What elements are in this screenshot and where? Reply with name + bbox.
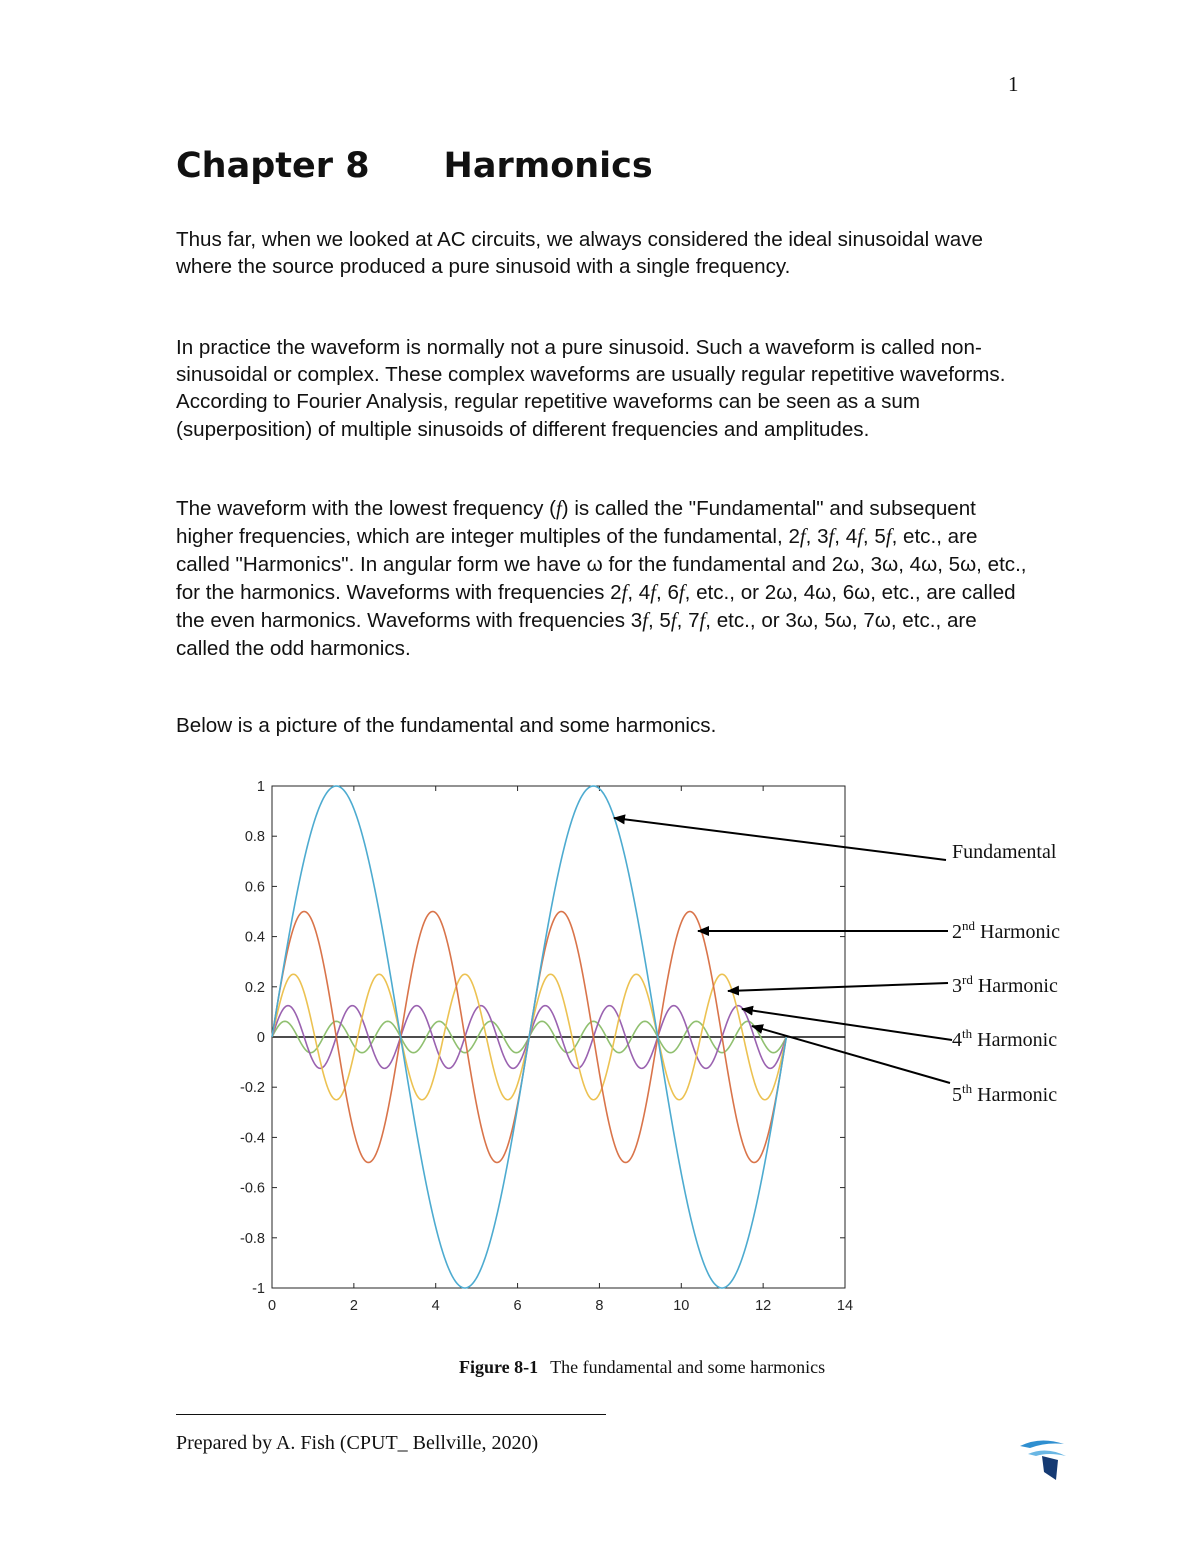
x-tick-label: 8 (595, 1298, 604, 1314)
label-fundamental: Fundamental (952, 841, 1057, 863)
y-tick-label: 0.6 (244, 879, 265, 896)
label-4th-harmonic: 4th Harmonic (952, 1026, 1058, 1051)
paragraph-picture-intro: Below is a picture of the fundamental and some harmonics. (176, 714, 717, 737)
label-2nd-harmonic: 2nd Harmonic (952, 918, 1060, 943)
y-tick-label: -0.4 (240, 1130, 265, 1147)
y-tick-label: 0 (256, 1030, 265, 1046)
y-tick-label: -0.6 (240, 1180, 265, 1197)
x-tick-label: 0 (267, 1298, 277, 1314)
caption-text: The fundamental and some harmonics (550, 1357, 826, 1377)
page-number: 1 (1008, 72, 1019, 96)
footer-credit: Prepared by A. Fish (CPUT_ Bellville, 2020) (176, 1432, 539, 1454)
paragraph-practice: In practice the waveform is normally not a pure sinusoid. Such a waveform is called non-sinusoidal or complex. These complex waveforms are usually regular repetitive waveforms. According to Fourier Analysis, regular repetitive waveforms can be seen as a sum (superposition) of multiple sinusoids of different frequencies and amplitudes. (176, 336, 1006, 441)
y-tick-label: -0.2 (240, 1080, 265, 1097)
paragraph-intro: Thus far, when we looked at AC circuits, we always considered the ideal sinusoidal wave where the source produced a pure sinusoid with a single frequency. (176, 228, 984, 279)
y-tick-label: 0.4 (244, 929, 265, 946)
footnote-rule (176, 1414, 606, 1415)
x-tick-label: 10 (673, 1298, 690, 1314)
y-tick-labels (240, 779, 265, 1297)
figure-caption (459, 1357, 825, 1378)
x-tick-labels (268, 1298, 853, 1314)
chapter-title: Harmonics (443, 146, 653, 186)
x-tick-label: 2 (349, 1298, 358, 1314)
chapter-label: Chapter 8 (176, 146, 370, 186)
x-tick-label: 4 (431, 1298, 440, 1314)
label-3rd-harmonic: 3rd Harmonic (952, 972, 1058, 997)
y-tick-label: 0.8 (244, 829, 265, 846)
caption-label: Figure 8-1 (459, 1357, 539, 1377)
y-tick-label: 1 (256, 779, 265, 795)
x-tick-label: 14 (836, 1298, 854, 1314)
y-tick-label: -1 (252, 1281, 265, 1297)
x-tick-label: 12 (755, 1298, 772, 1314)
x-tick-label: 6 (513, 1298, 522, 1314)
paragraph-fundamental: The waveform with the lowest frequency (f) is called the "Fundamental" and subsequent higher frequencies, which are integer multiples of the fundamental, 2f, 3f, 4f, 5f, etc., are called "Harmonics". In angular form we have ω for the fundamental and 2ω, 3ω, 4ω, 5ω, etc., for the harmonics. Waveforms with frequencies 2f, 4f, 6f, etc., or 2ω, 4ω, 6ω, etc., are called the even harmonics. Waveforms with frequencies 3f, 5f, 7f, etc., or 3ω, 5ω, 7ω, etc., are called the odd harmonics. (176, 497, 1027, 661)
y-tick-label: 0.2 (244, 979, 265, 996)
cput-logo-icon (1016, 1434, 1068, 1482)
label-5th-harmonic: 5th Harmonic (952, 1081, 1058, 1106)
y-tick-label: -0.8 (240, 1230, 265, 1247)
